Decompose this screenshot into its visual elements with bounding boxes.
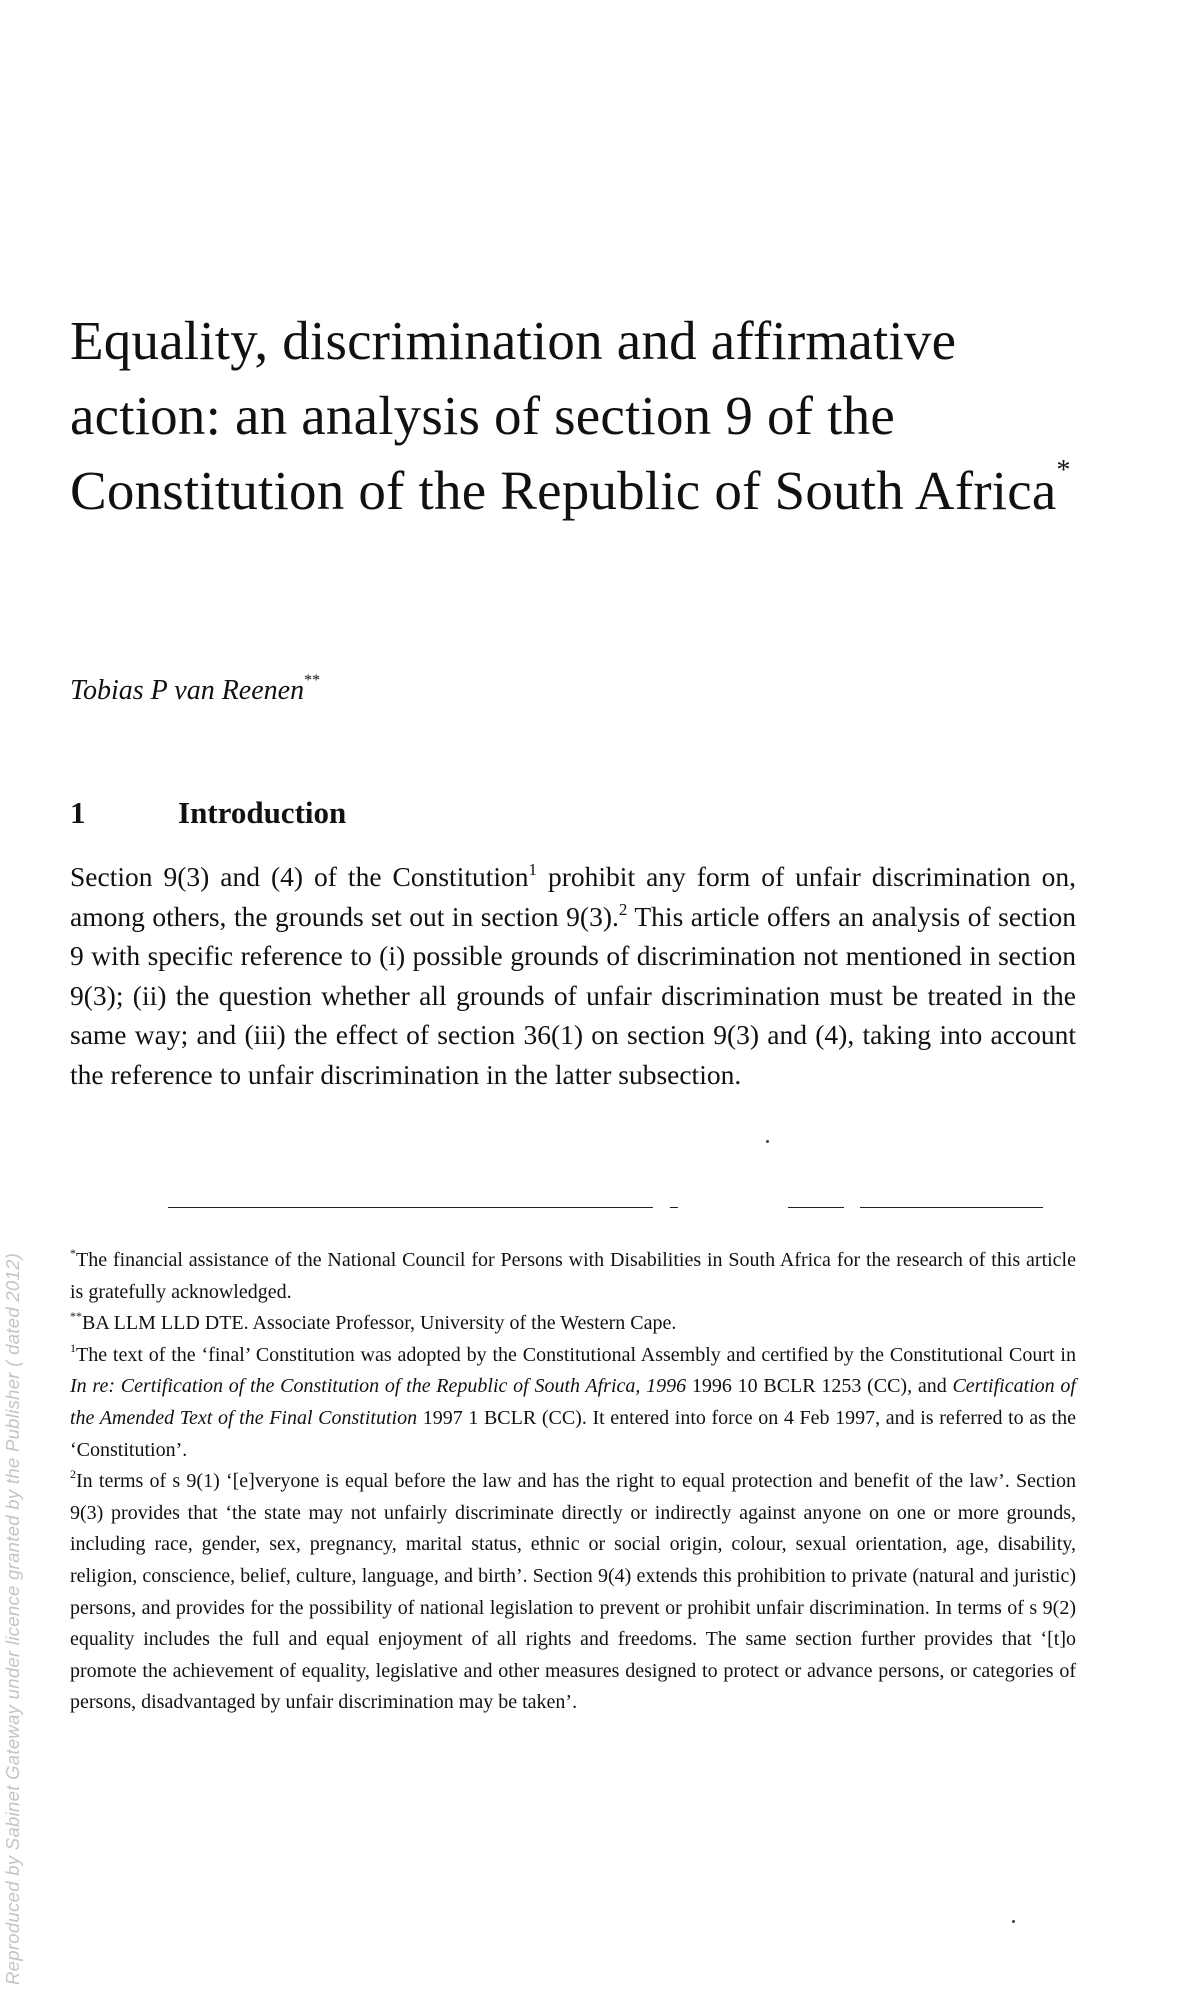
footnotes [70, 1245, 1076, 1719]
footnote-ref-1: 1 [528, 860, 538, 879]
article-title-text: Equality, discrimination and affirmative action: an analysis of section 9 of the Constitution of the Republic of South Africa [70, 310, 1057, 521]
scan-speck [766, 1140, 769, 1143]
intro-paragraph [70, 857, 1076, 1094]
title-footnote-marker: * [1056, 455, 1071, 486]
footnote-double-star-marker: ** [70, 1309, 82, 1324]
author-line [70, 672, 321, 707]
intro-text-part2: prohibit any form of unfair discrimination on, among others, the grounds set out in section 9(3). [70, 861, 1076, 932]
author-footnote-marker: ** [304, 672, 321, 689]
publisher-watermark: Reproduced by Sabinet Gateway under licence granted by the Publisher ( dated 2012) [2, 1252, 23, 1985]
intro-text-part3: This article offers an analysis of section 9 with specific reference to (i) possible grounds of discrimination not mentioned in section 9(3); (ii) the question whether all grounds of unfair discrimination must be treated in the same way; and (iii) the effect of section 36(1) on section 9(3) and (4), taking into account the reference to unfair discrimination in the latter subsection. [70, 900, 1077, 1090]
footnote-1-marker: 1 [70, 1340, 76, 1355]
footnote-1-case-title-1: In re: Certification of the Constitution of the Republic of South Africa, 1996 [70, 1375, 687, 1398]
footnote-star [70, 1245, 1076, 1308]
separator-segment [788, 1207, 844, 1208]
footnote-1-text-c: 1997 1 BCLR (CC). It entered into force on 4 Feb 1997, and is referred to as the ‘Constitution’. [70, 1406, 1076, 1461]
article-title [70, 303, 1110, 528]
section-heading [70, 795, 346, 831]
footnote-double-star-text: BA LLM LLD DTE. Associate Professor, University of the Western Cape. [82, 1312, 677, 1335]
footnote-double-star [70, 1308, 1076, 1340]
footnote-2-text: In terms of s 9(1) ‘[e]veryone is equal before the law and has the right to equal protection and benefit of the law’. Section 9(3) provides that ‘the state may not unfairly discriminate directly or indirectly against anyone on one or more grounds, including race, gender, sex, pregnancy, marital status, ethnic or social origin, colour, sexual orientation, age, disability, religion, conscience, belief, culture, language, and birth’. Section 9(4) extends this prohibition to private (natural and juristic) persons, and provides for the possibility of national legislation to prevent or prohibit unfair discrimination. In terms of s 9(2) equality includes the full and equal enjoyment of all rights and freedoms. The same section further provides that ‘[t]o promote the achievement of equality, legislative and other measures designed to protect or advance persons, or categories of persons, disadvantaged by unfair discrimination may be taken’. [70, 1470, 1076, 1714]
section-title: Introduction [178, 795, 347, 830]
author-name: Tobias P van Reenen [70, 675, 305, 706]
separator-segment [860, 1207, 1043, 1208]
footnote-ref-2: 2 [618, 899, 628, 919]
section-number: 1 [70, 795, 86, 830]
footnote-star-marker: * [70, 1246, 76, 1260]
footnote-star-text: The financial assistance of the National Council for Persons with Disabilities in South Africa for the research of this article is gratefully acknowledged. [70, 1249, 1076, 1303]
scan-speck [1012, 1920, 1015, 1923]
footnote-1-case-title-2: Certification of the Amended Text of the Final Constitution [70, 1375, 1076, 1429]
footnote-1-text-a: The text of the ‘final’ Constitution was adopted by the Constitutional Assembly and certified by the Constitutional Court in [76, 1343, 1076, 1366]
intro-text-part1: Section 9(3) and (4) of the Constitution [70, 861, 529, 892]
footnote-2-marker: 2 [70, 1467, 76, 1482]
footnote-1-text-b: 1996 10 BCLR 1253 (CC), and [686, 1375, 953, 1398]
footnote-2 [70, 1466, 1076, 1719]
footnote-1 [70, 1340, 1076, 1466]
separator-segment [168, 1207, 653, 1208]
separator-segment [670, 1207, 678, 1208]
